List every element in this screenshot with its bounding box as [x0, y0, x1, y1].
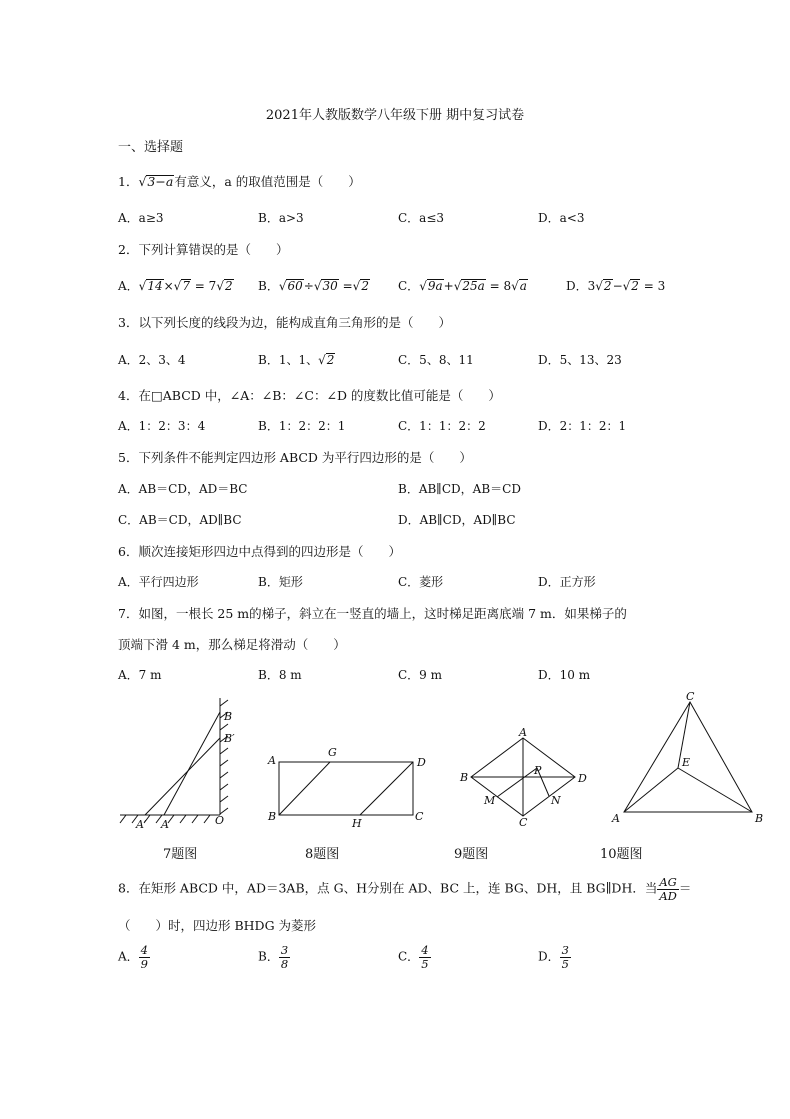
- fig10-line-eb: [678, 768, 752, 812]
- fig10-label-b: B: [755, 812, 764, 825]
- q1-option-d: D．a<3: [538, 211, 585, 225]
- caption-fig-10: 10题图: [600, 847, 643, 862]
- fig7-label-a2: A′: [136, 818, 147, 831]
- q1-option-c: C．a≤3: [398, 211, 445, 225]
- question-3: 3．以下列长度的线段为边，能构成直角三角形的是（ ）: [118, 315, 451, 330]
- q2-option-a: A．√14×√7 = 7√2: [118, 279, 233, 293]
- q8-option-b: B． $\frac{3}{8}$: [258, 943, 289, 971]
- q5-option-c: C．AB＝CD，AD∥BC: [118, 513, 242, 527]
- fig7-label-b: B: [224, 710, 233, 723]
- q7-option-b: B．8 m: [258, 668, 302, 682]
- fig8-label-g: G: [328, 746, 337, 759]
- fig9-label-p: P: [534, 764, 542, 777]
- figure-8: [279, 762, 413, 815]
- fig9-label-c: C: [519, 816, 528, 829]
- fig10-label-e: E: [682, 756, 691, 769]
- q3-option-a: A．2、3、4: [118, 353, 186, 367]
- q3-option-d: D．5、13、23: [538, 353, 622, 367]
- question-8-line-1: 8．在矩形 ABCD 中，AD＝3AB，点 G、H分别在 AD、BC 上，连 BG、DH，且 BG∥DH．当 $\frac{AG}{AD}$ ＝: [118, 875, 692, 903]
- q8-option-d: D． $\frac{3}{5}$: [538, 943, 569, 971]
- question-8-line-2: （ ）时，四边形 BHDG 为菱形: [118, 918, 317, 933]
- fig9-label-a: A: [519, 726, 527, 739]
- fig9-label-m: M: [484, 794, 496, 807]
- fig9-label-b: B: [460, 771, 469, 784]
- question-2: 2．下列计算错误的是（ ）: [118, 242, 289, 257]
- q5-option-b: B．AB∥CD，AB＝CD: [398, 482, 521, 496]
- page-title: 2021年人教版数学八年级下册 期中复习试卷: [265, 108, 525, 123]
- fig8-label-h: H: [352, 817, 362, 830]
- q1-prefix: 1．: [118, 174, 139, 189]
- q2-option-b: B．√60÷√30 =√2: [258, 279, 369, 293]
- section-heading: 一、选择题: [118, 140, 184, 155]
- fig9-label-n: N: [551, 794, 561, 807]
- q6-option-b: B．矩形: [258, 575, 303, 589]
- figure-7: [120, 698, 228, 823]
- fig7-label-a: A: [161, 818, 169, 831]
- caption-fig-8: 8题图: [305, 847, 340, 862]
- fig9-line-mp: [497, 768, 537, 797]
- q7-option-a: A．7 m: [118, 668, 162, 682]
- q4-option-b: B．1：2：2：1: [258, 419, 346, 433]
- q5-option-a: A．AB＝CD，AD＝BC: [118, 482, 248, 496]
- fig7-label-b2: B′: [224, 732, 235, 745]
- question-7-line-1: 7．如图，一根长 25 m的梯子，斜立在一竖直的墙上，这时梯足距离底端 7 m．如果梯子的: [118, 606, 627, 621]
- figures-row: [0, 690, 790, 840]
- fig8-line-hd: [360, 762, 413, 815]
- q6-option-a: A．平行四边形: [118, 575, 199, 589]
- q3-option-c: C．5、8、11: [398, 353, 474, 367]
- q8-option-a: A． $\frac{4}{9}$: [118, 943, 148, 971]
- q7-option-c: C．9 m: [398, 668, 443, 682]
- q4-option-d: D．2：1：2：1: [538, 419, 627, 433]
- q4-option-a: A．1：2：3：4: [118, 419, 206, 433]
- fig8-line-bg: [279, 762, 330, 815]
- caption-fig-9: 9题图: [454, 847, 489, 862]
- q2-option-c: C．√9a+√25a = 8√a: [398, 279, 527, 293]
- q1-text: 有意义，a 的取值范围是（ ）: [174, 174, 361, 189]
- q3-option-b: B．1、1、√2: [258, 353, 335, 367]
- q7-option-d: D．10 m: [538, 668, 591, 682]
- fig8-label-a: A: [268, 754, 276, 767]
- fig10-label-c: C: [686, 690, 695, 703]
- q1-option-a: A．a≥3: [118, 211, 164, 225]
- fig8-label-d: D: [417, 756, 426, 769]
- question-7-line-2: 顶端下滑 4 m，那么梯足将滑动（ ）: [118, 637, 346, 652]
- question-1: 1．√3−a有意义，a 的取值范围是（ ）: [118, 174, 361, 189]
- q2-option-d: D．3√2−√2 = 3: [566, 279, 666, 293]
- q8-option-c: C． $\frac{4}{5}$: [398, 943, 429, 971]
- q6-option-c: C．菱形: [398, 575, 444, 589]
- question-6: 6．顺次连接矩形四边中点得到的四边形是（ ）: [118, 544, 401, 559]
- q1-radicand: 3−a: [147, 174, 174, 189]
- fig10-line-ae: [624, 768, 678, 812]
- fig7-ladder-ab: [164, 712, 220, 815]
- q4-option-c: C．1：1：2：2: [398, 419, 486, 433]
- fig8-label-c: C: [415, 810, 424, 823]
- fig7-label-o: O: [215, 814, 225, 827]
- fig8-rectangle: [279, 762, 413, 815]
- q1-option-b: B．a>3: [258, 211, 304, 225]
- question-4: 4．在□ABCD 中，∠A：∠B：∠C：∠D 的度数比值可能是（ ）: [118, 388, 501, 403]
- fig7-ladder-ab2: [145, 738, 220, 815]
- fig9-label-d: D: [578, 772, 587, 785]
- q5-option-d: D．AB∥CD，AD∥BC: [398, 513, 516, 527]
- q8-fraction: $\frac{AG}{AD}$: [659, 875, 677, 903]
- fig10-label-a: A: [612, 812, 620, 825]
- question-5: 5．下列条件不能判定四边形 ABCD 为平行四边形的是（ ）: [118, 450, 472, 465]
- fig8-label-b: B: [268, 810, 277, 823]
- q6-option-d: D．正方形: [538, 575, 596, 589]
- caption-fig-7: 7题图: [163, 847, 198, 862]
